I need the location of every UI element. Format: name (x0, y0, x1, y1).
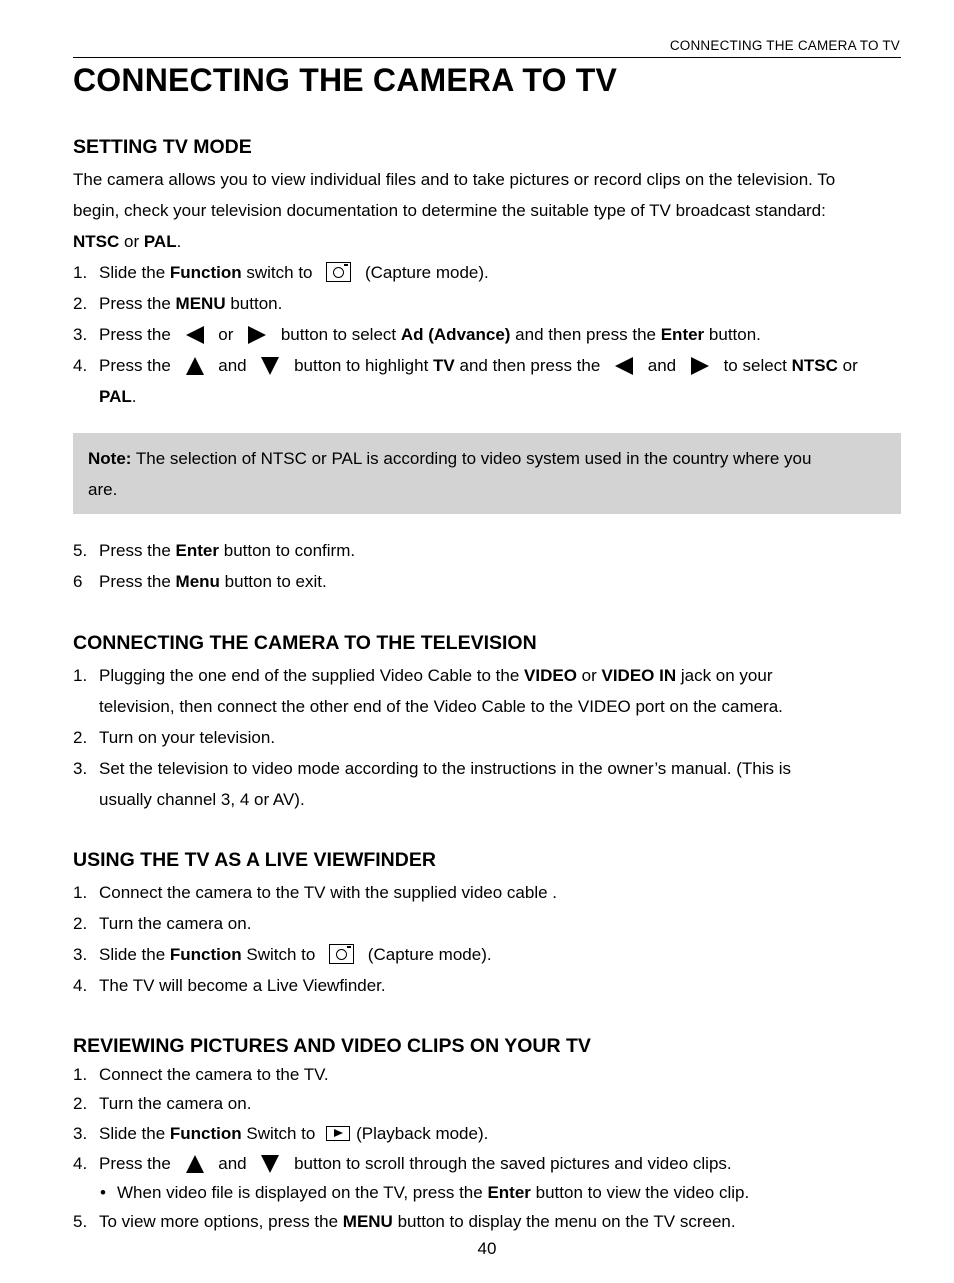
intro-or: or (119, 232, 144, 251)
item-text: Press the (99, 356, 176, 375)
connecting-section (73, 631, 901, 815)
item-text: button. (704, 325, 761, 344)
note-text: The selection of NTSC or PAL is according to video system used in the country where you (131, 449, 812, 468)
list-item (73, 319, 901, 350)
item-number: 3. (73, 1124, 88, 1143)
item-number: 1. (73, 666, 88, 685)
list-item (73, 566, 901, 597)
item-text: to select (718, 356, 792, 375)
list-item (73, 908, 901, 939)
item-text: button to scroll through the saved pictures and video clips. (289, 1154, 732, 1173)
item-number: 3. (73, 945, 88, 964)
down-arrow-icon (261, 357, 279, 375)
list-item (73, 660, 901, 722)
bullet-mark: • (100, 1183, 106, 1202)
intro-paragraph (73, 164, 901, 257)
item-text: button to highlight (289, 356, 434, 375)
item-text: Turn on your television. (99, 728, 276, 747)
item-text: Set the television to video mode according to the instructions in the owner’s manual. (This is (99, 759, 792, 778)
item-text: or (213, 325, 239, 344)
item-text: Press the (99, 294, 176, 313)
item-text: jack on your (676, 666, 773, 685)
list-item (73, 722, 901, 753)
right-arrow-icon (248, 326, 266, 344)
item-text: or (576, 666, 602, 685)
item-text: switch to (241, 263, 318, 282)
item-number: 2. (73, 914, 88, 933)
list-item (73, 257, 901, 288)
item-text: Slide the (99, 945, 170, 964)
header-rule (73, 57, 901, 58)
right-arrow-icon (691, 357, 709, 375)
item-text: To view more options, press the (99, 1212, 343, 1231)
item-text: button to exit. (219, 572, 327, 591)
item-text: usually channel 3, 4 or AV). (99, 790, 305, 809)
camera-capture-icon (329, 944, 354, 964)
item-text: and (643, 356, 681, 375)
item-text: Turn the camera on. (99, 1094, 252, 1113)
item-text: button to display the menu on the TV screen. (392, 1212, 736, 1231)
item-bold: Function (169, 945, 242, 964)
item-bold: Function (169, 1124, 242, 1143)
item-text: Press the (99, 325, 176, 344)
note-box (73, 433, 901, 514)
item-number: 3. (73, 759, 88, 778)
item-number: 6 (73, 572, 83, 591)
list-item (73, 1089, 901, 1118)
section-heading-viewfinder: USING THE TV AS A LIVE VIEWFINDER (73, 849, 436, 871)
item-text: Press the (99, 572, 176, 591)
item-text: Press the (99, 1154, 176, 1173)
page-number: 40 (477, 1239, 497, 1258)
section-heading-reviewing: REVIEWING PICTURES AND VIDEO CLIPS ON YOUR TV (73, 1035, 591, 1057)
item-number: 2. (73, 728, 88, 747)
item-number: 3. (73, 325, 88, 344)
item-number: 1. (73, 1065, 88, 1084)
left-arrow-icon (615, 357, 633, 375)
item-bold: Function (169, 263, 242, 282)
item-text: and then press the (454, 356, 606, 375)
item-text: Switch to (241, 945, 321, 964)
item-number: 1. (73, 263, 88, 282)
item-number: 4. (73, 1154, 88, 1173)
item-bold: MENU (342, 1212, 393, 1231)
down-arrow-icon (261, 1155, 279, 1173)
intro-line-2: begin, check your television documentation to determine the suitable type of TV broadcast standard: (73, 201, 826, 220)
list-item (73, 753, 901, 815)
up-arrow-icon (186, 357, 204, 375)
page-title: CONNECTING THE CAMERA TO TV (73, 62, 618, 98)
list-item (73, 1207, 901, 1236)
viewfinder-section (73, 848, 901, 1001)
item-text: The TV will become a Live Viewfinder. (99, 976, 386, 995)
item-number: 2. (73, 1094, 88, 1113)
item-text: or (837, 356, 858, 375)
up-arrow-icon (186, 1155, 204, 1173)
item-text: button to confirm. (219, 541, 356, 560)
item-text: Switch to (241, 1124, 321, 1143)
item-text: (Capture mode). (360, 263, 489, 282)
item-number: 5. (73, 541, 88, 560)
intro-ntsc: NTSC (73, 232, 120, 251)
note-label: Note: (88, 449, 132, 468)
item-number: 2. (73, 294, 88, 313)
item-text: button. (225, 294, 283, 313)
item-text: Slide the (99, 263, 170, 282)
list-item (73, 535, 901, 566)
note-text-2: are. (88, 480, 118, 499)
item-bold: NTSC (791, 356, 838, 375)
item-text: Turn the camera on. (99, 914, 252, 933)
item-number: 5. (73, 1212, 88, 1231)
list-item (73, 1149, 901, 1178)
reviewing-section (73, 1034, 901, 1236)
item-text: and (213, 1154, 252, 1173)
item-text: button to select (276, 325, 401, 344)
item-text: (Capture mode). (363, 945, 492, 964)
list-item (73, 1060, 901, 1089)
item-bold: PAL (99, 387, 132, 406)
left-arrow-icon (186, 326, 204, 344)
item-bold: MENU (175, 294, 226, 313)
list-item (73, 970, 901, 1001)
item-bold: Enter (175, 541, 220, 560)
list-sub-item (73, 1178, 901, 1207)
item-text: . (131, 387, 137, 406)
setting-tv-mode-continued (73, 535, 901, 597)
item-text: and (213, 356, 252, 375)
section-heading-connecting: CONNECTING THE CAMERA TO THE TELEVISION (73, 632, 537, 654)
item-number: 1. (73, 883, 88, 902)
list-item (73, 877, 901, 908)
playback-icon (326, 1126, 350, 1141)
item-text: and then press the (510, 325, 661, 344)
intro-line-1: The camera allows you to view individual files and to take pictures or record clips on the television. To (73, 170, 836, 189)
list-item (73, 939, 901, 970)
item-bold: Enter (487, 1183, 531, 1202)
item-text: television, then connect the other end of the Video Cable to the VIDEO port on the camera. (99, 697, 783, 716)
item-number: 4. (73, 976, 88, 995)
item-text: button to view the video clip. (530, 1183, 750, 1202)
item-text: When video file is displayed on the TV, press the (117, 1183, 488, 1202)
item-bold: TV (433, 356, 455, 375)
intro-end: . (176, 232, 182, 251)
list-item (73, 350, 901, 412)
item-bold: Ad (Advance) (400, 325, 511, 344)
item-bold: VIDEO (524, 666, 577, 685)
list-item (73, 1118, 901, 1149)
section-heading-setting-tv-mode: SETTING TV MODE (73, 136, 252, 158)
item-text: Slide the (99, 1124, 170, 1143)
item-text: Plugging the one end of the supplied Video Cable to the (99, 666, 525, 685)
list-item (73, 288, 901, 319)
running-head: CONNECTING THE CAMERA TO TV (669, 38, 900, 53)
camera-capture-icon (326, 262, 351, 282)
item-bold: Enter (660, 325, 705, 344)
item-text: Press the (99, 541, 176, 560)
item-bold: Menu (175, 572, 220, 591)
item-text: (Playback mode). (356, 1124, 489, 1143)
intro-pal: PAL (143, 232, 177, 251)
item-text: Connect the camera to the TV. (99, 1065, 329, 1084)
item-bold: VIDEO IN (601, 666, 677, 685)
item-number: 4. (73, 356, 88, 375)
setting-tv-mode-section (73, 135, 901, 412)
item-text: Connect the camera to the TV with the supplied video cable . (99, 883, 558, 902)
